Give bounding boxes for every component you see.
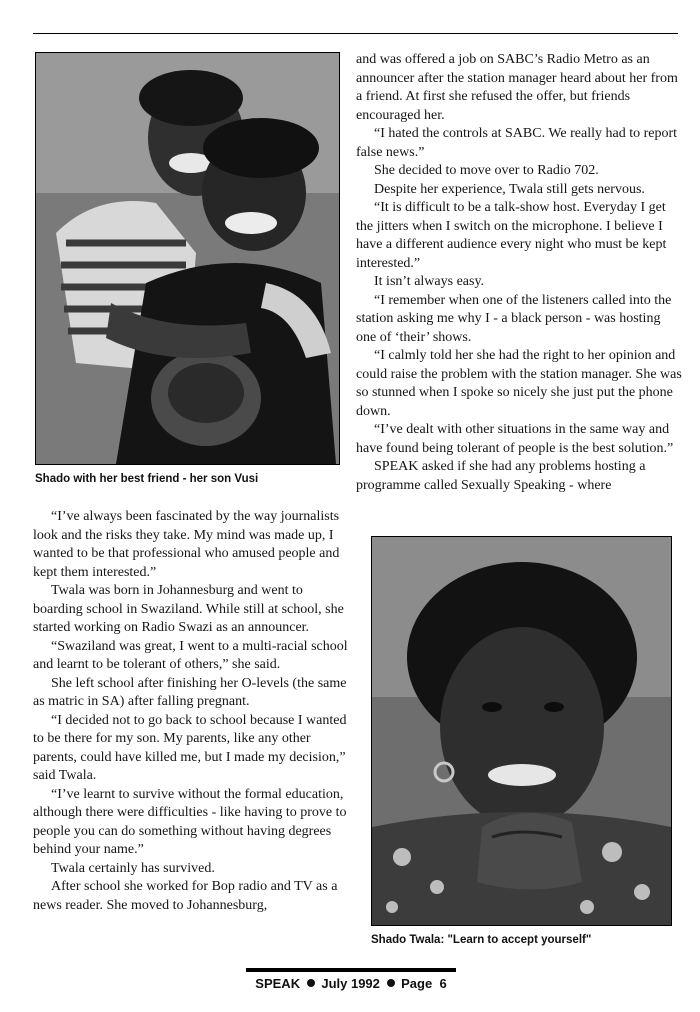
paragraph: It isn’t always easy. [374,274,485,289]
bullet-icon [387,979,395,987]
article-column-left [33,508,348,915]
paragraph: Twala was born in Johannesburg and went to boarding school in Swaziland. While still at school, she started working on Radio Swazi as an announcer. [33,583,344,635]
paragraph: She decided to move over to Radio 702. [374,163,599,178]
magazine-name: SPEAK [255,976,301,991]
photo-caption: Shado Twala: "Learn to accept yourself" [371,934,592,946]
issue-date: July 1992 [321,976,380,991]
page-number: 6 [439,976,447,991]
page-footer [246,976,456,991]
bullet-icon [307,979,315,987]
paragraph: Twala certainly has survived. [51,860,215,876]
page-label: Page [401,976,433,991]
paragraph: “Swaziland was great, I went to a multi-racial school and learnt to be tolerant of others,” she said. [33,638,348,672]
paragraph: “I hated the controls at SABC. We really had to report false news.” [356,126,678,160]
paragraph: “I decided not to go back to school because I wanted to be there for my son. My parents, like any other parents, could have killed me, but I made my decision,” said Twala. [33,712,347,783]
paragraph: Despite her experience, Twala still gets nervous. [374,181,645,197]
paragraph: and was offered a job on SABC’s Radio Metro as an announcer after the station manager heard about her from a friend. At first she refused the offer, but friends encouraged her. [356,52,678,123]
paragraph: “I’ve learnt to survive without the formal education, although there were difficulties - like having to prove to people you can do something without having degrees behind your name.” [33,786,347,857]
paragraph: “I remember when one of the listeners called into the station asking me why I - a black person - was hosting one of ‘their’ shows. [356,292,672,345]
footer-rule [246,968,456,972]
paragraph: “I calmly told her she had the right to her opinion and could raise the problem with the station manager. She was so stunned when I spoke so nicely she just put the phone down. [356,348,682,419]
photo-caption: Shado with her best friend - her son Vusi [35,473,259,485]
paragraph: “I’ve dealt with other situations in the same way and have found being tolerant of people is the best solution.” [356,422,674,456]
photo-shado-and-son [35,52,340,465]
top-rule [33,33,678,34]
photo-shado-twala-portrait [371,536,672,926]
paragraph: She left school after finishing her O-levels (the same as matric in SA) after falling pregnant. [33,675,347,709]
article-column-right [356,51,682,495]
paragraph: “It is difficult to be a talk-show host. Everyday I get the jitters when I switch on the microphone. I believe I have a different audience every night who must be kept interested.” [356,200,667,271]
paragraph: “I’ve always been fascinated by the way journalists look and the risks they take. My mind was made up, I wanted to be that professional who amused people and kept them interested.” [33,509,340,580]
paragraph: SPEAK asked if she had any problems hosting a programme called Sexually Speaking - where [356,459,646,493]
paragraph: After school she worked for Bop radio and TV as a news reader. She moved to Johannesburg, [33,879,338,913]
